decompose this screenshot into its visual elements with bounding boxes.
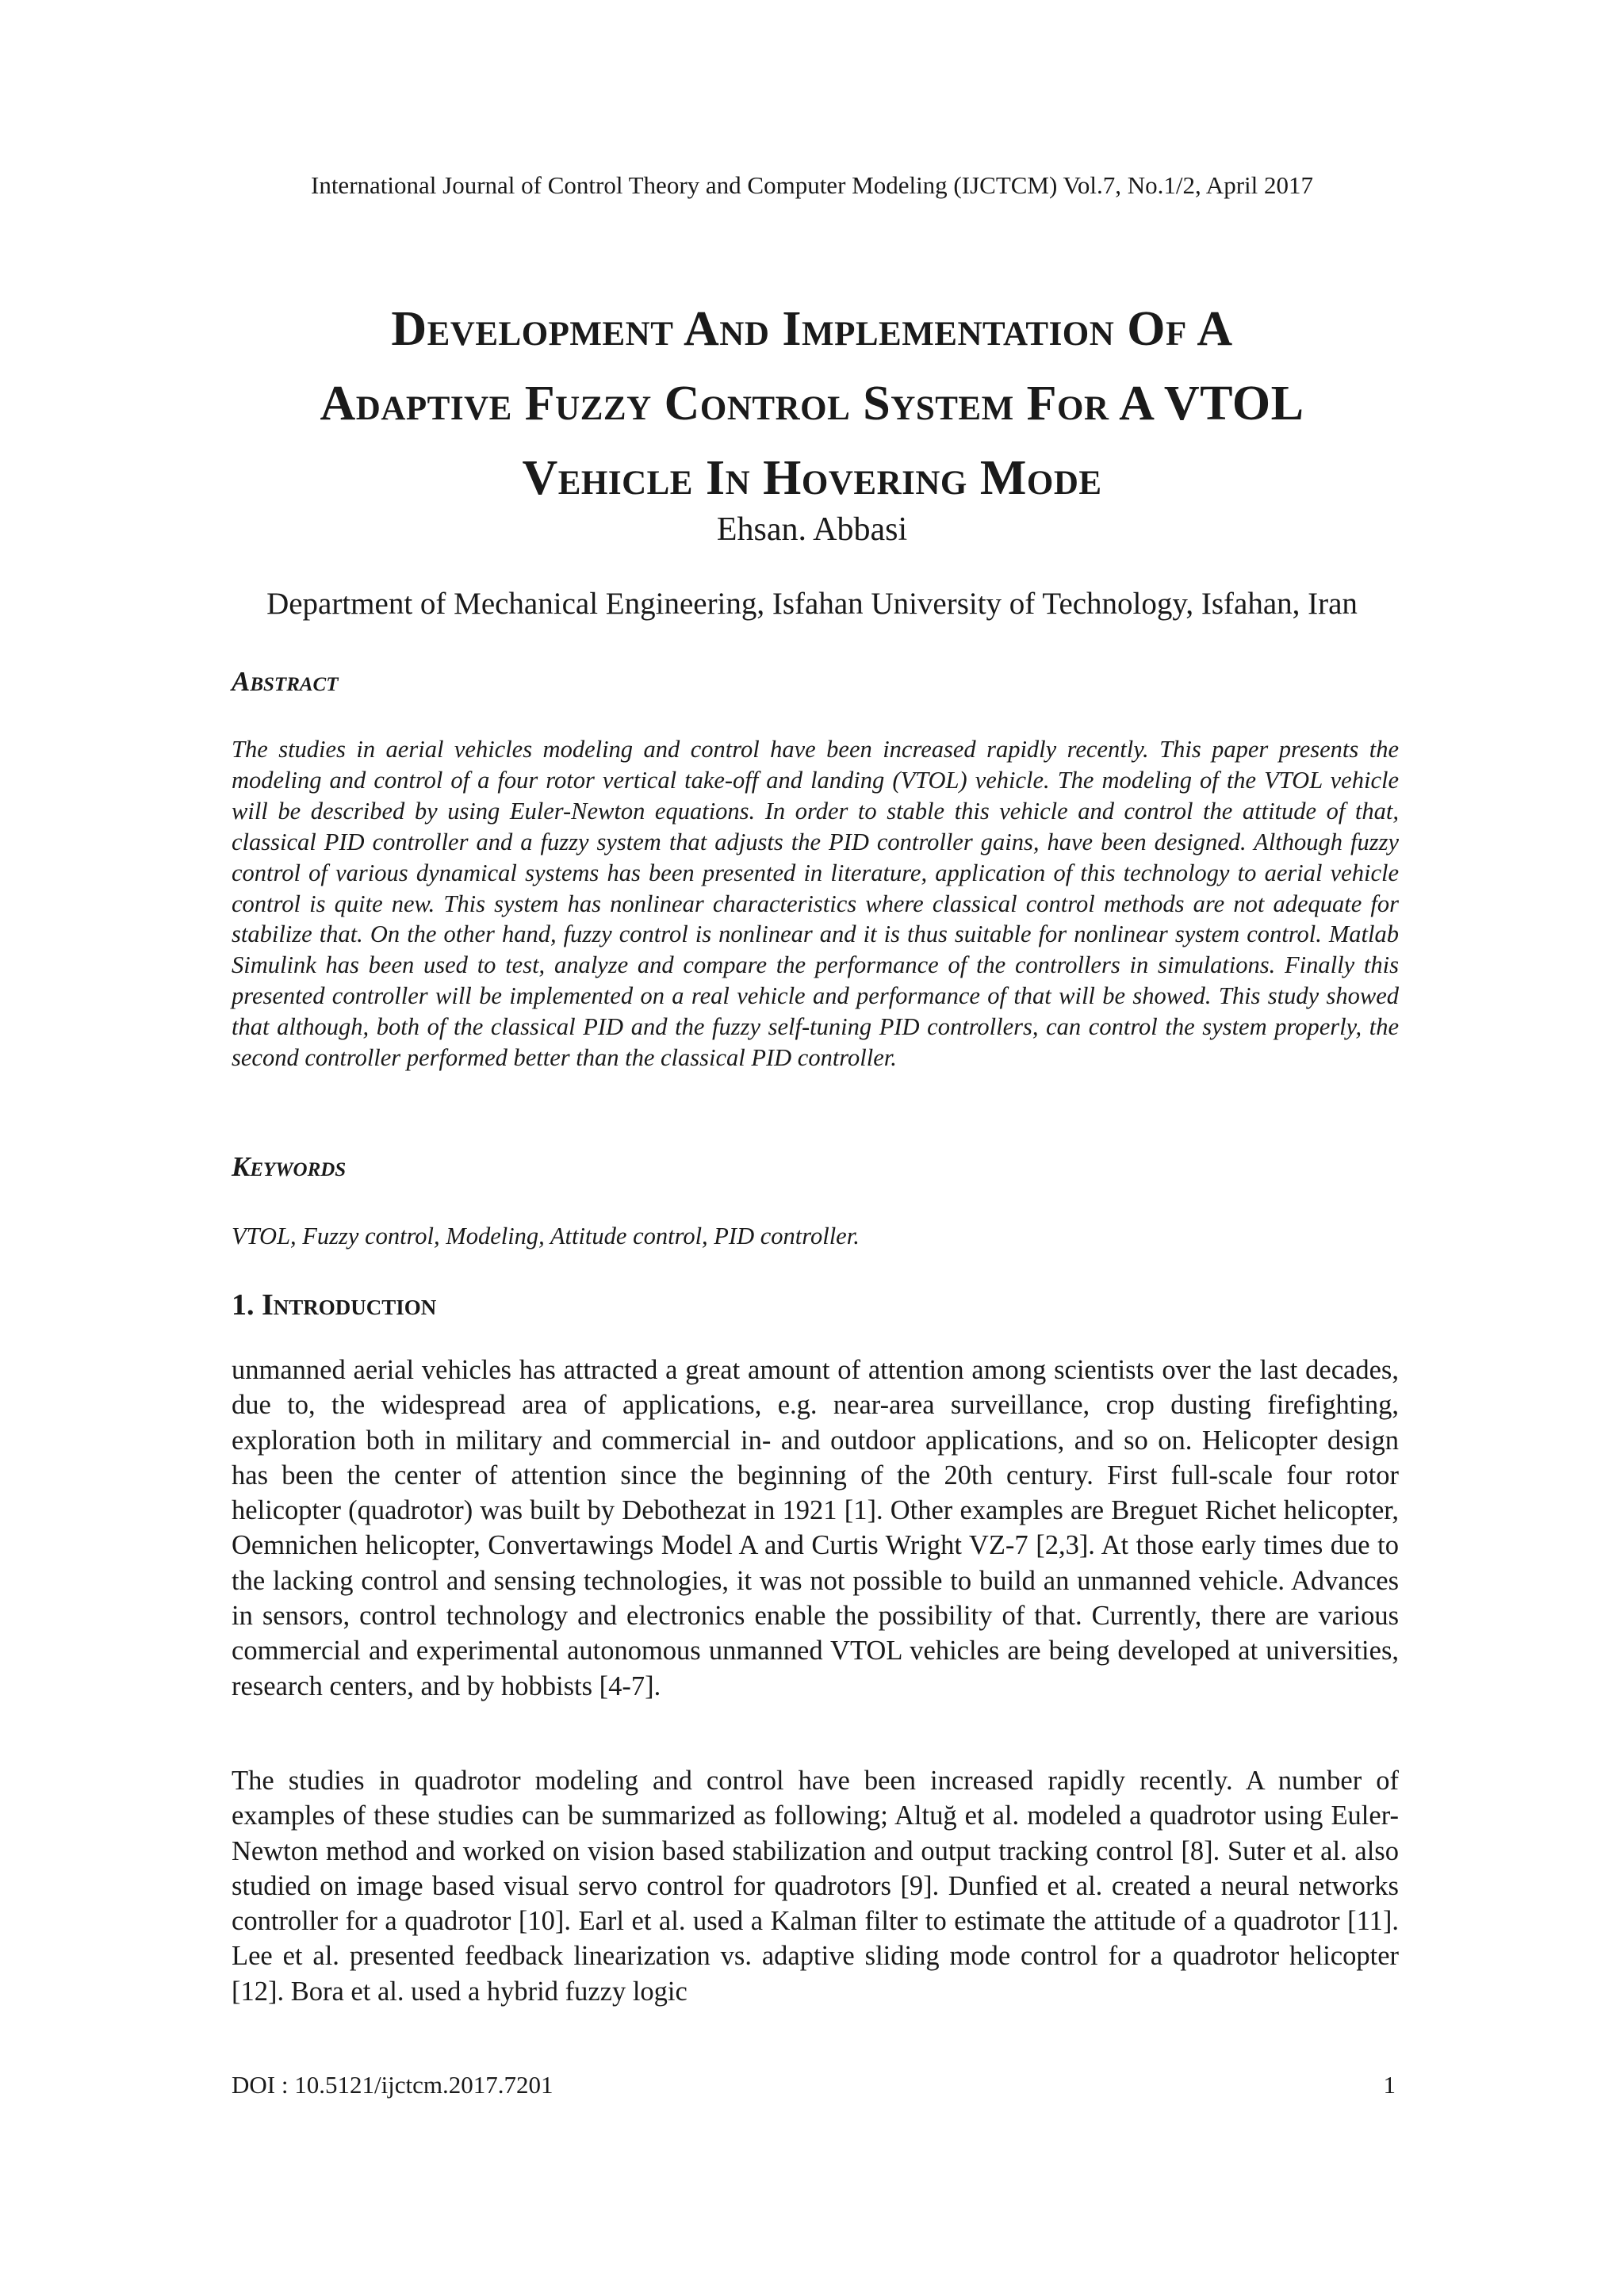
author-name: Ehsan. Abbasi: [716, 511, 908, 548]
page-number: 1: [1383, 2071, 1396, 2099]
introduction-paragraph-2: The studies in quadrotor modeling and control have been increased rapidly recently. A number of examples of these studies can be summarized as following; Altuğ et al. modeled a quadrotor using Euler-Newton method and worked on vision based stabilization and output tracking control [8]. Suter et al. also studied on image based visual servo control for quadrotors [9]. Dunfied et al. created a neural networks controller for a quadrotor [10]. Earl et al. used a Kalman filter to estimate the attitude of a quadrotor [11]. Lee et al. presented feedback linearization vs. adaptive sliding mode control for a quadrotor helicopter [12]. Bora et al. used a hybrid fuzzy logic: [232, 1766, 1399, 2007]
title-line-2: Adaptive Fuzzy Control System For A VTOL: [320, 377, 1304, 430]
author-affiliation: Department of Mechanical Engineering, Isfahan University of Technology, Isfahan, Iran: [266, 587, 1358, 621]
introduction-paragraph-1: unmanned aerial vehicles has attracted a great amount of attention among scientists over the last decades, due to, the widespread area of applications, e.g. near-area surveillance, crop dusting firefighting, exploration both in military and commercial in- and outdoor applications, and so on. Helicopter design has been the center of attention since the beginning of the 20th century. First full-scale four rotor helicopter (quadrotor) was built by Debothezat in 1921 [1]. Other examples are Breguet Richet helicopter, Oemnichen helicopter, Convertawings Model A and Curtis Wright VZ-7 [2,3]. At those early times due to the lacking control and sensing technologies, it was not possible to build an unmanned vehicle. Advances in sensors, control technology and electronics enable the possibility of that. Currently, there are various commercial and experimental autonomous unmanned VTOL vehicles are being developed at universities, research centers, and by hobbists [4-7].: [232, 1355, 1399, 1701]
keywords-heading: Keywords: [232, 1151, 347, 1182]
introduction-heading: 1. Introduction: [232, 1288, 437, 1322]
abstract-heading: Abstract: [232, 666, 339, 697]
title-line-1: Development And Implementation Of A: [391, 302, 1233, 356]
title-line-3: Vehicle In Hovering Mode: [522, 451, 1102, 505]
abstract-text: The studies in aerial vehicles modeling and control have been increased rapidly recently. This paper presents the modeling and control of a four rotor vertical take-off and landing (VTOL) vehicle. The modeling of the VTOL vehicle will be described by using Euler-Newton equations. In order to stable this vehicle and control the attitude of that, classical PID controller and a fuzzy system that adjusts the PID controller gains, have been designed. Although fuzzy control of various dynamical systems has been presented in literature, application of this technology to aerial vehicle control is quite new. This system has nonlinear characteristics where classical control methods are not adequate for stabilize that. On the other hand, fuzzy control is nonlinear and it is thus suitable for nonlinear system control. Matlab Simulink has been used to test, analyze and compare the performance of the controllers in simulations. Finally this presented controller will be implemented on a real vehicle and performance of that will be showed. This study showed that although, both of the classical PID and the fuzzy self-tuning PID controllers, can control the system properly, the second controller performed better than the classical PID controller.: [232, 736, 1399, 1072]
keywords-text: VTOL, Fuzzy control, Modeling, Attitude control, PID controller.: [232, 1223, 860, 1249]
running-head: International Journal of Control Theory and Computer Modeling (IJCTCM) Vol.7, No.1/2, April 2017: [311, 171, 1313, 199]
paper-title: [182, 292, 1442, 515]
footer-doi: DOI : 10.5121/ijctcm.2017.7201: [232, 2071, 553, 2099]
